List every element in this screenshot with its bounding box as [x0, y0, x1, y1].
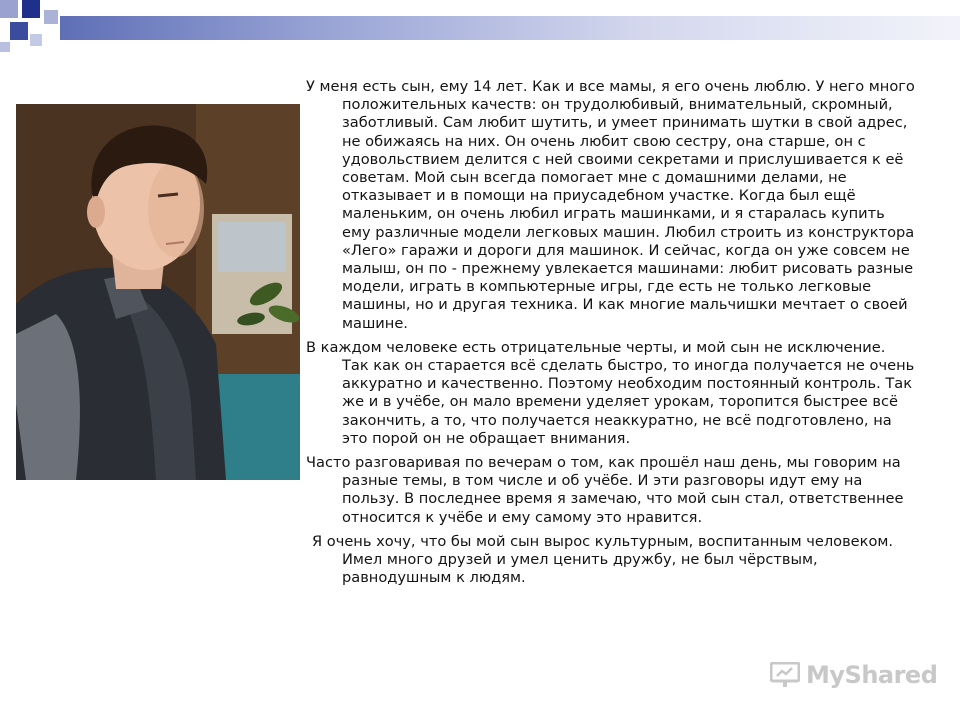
header-decor-square: [0, 42, 10, 52]
header-decor-square: [10, 22, 28, 40]
paragraph: В каждом человеке есть отрицательные черты, и мой сын не исключение. Так как он старается всё сделать быстро, то иногда получается не очень аккуратно и качественно. Поэтому необходим постоянный контроль. Так же и в учёбе, он мало времени уделяет урокам, торопится быстрее всё закончить, а то, что получается неаккуратно, не всё подготовлено, на это порой он не обращает внимания.: [306, 338, 915, 447]
portrait-photo: [16, 104, 300, 480]
paragraph: Часто разговаривая по вечерам о том, как прошёл наш день, мы говорим на разные темы, в том числе и об учёбе. И эти разговоры идут ему на пользу. В последнее время я замечаю, что мой сын стал, ответственнее относится к учёбе и ему самому это нравится.: [306, 454, 904, 526]
header-gradient-bar: [60, 16, 960, 40]
header-decor-square: [22, 0, 40, 18]
paragraph: У меня есть сын, ему 14 лет. Как и все мамы, я его очень люблю. У него много положительных качеств: он трудолюбивый, внимательный, скромный, заботливый. Сам любит шутить, и умеет принимать шутки в свой адрес, не обижаясь на них. Он очень любит свою сестру, она старше, он с удовольствием делится с ней своими секретами и прислушивается к её советам. Мой сын всегда помогает мне с домашними делами, не отказывает и в помощи на приусадебном участке. Когда был ещё маленьким, он очень любил играть машинками, и я старалась купить ему различные модели легковых машин. Любил строить из конструктора «Лего» гаражи и дороги для машинок. И сейчас, когда он уже совсем не малыш, он по - прежнему увлекается машинами: любит рисовать разные модели, играть в компьютерные игры, где есть не только легковые машины, но и другая техника. И как многие мальчишки мечтает о своей машине.: [306, 78, 915, 332]
header-decor-square: [0, 0, 18, 18]
myshared-watermark: [770, 658, 940, 692]
story-text: [306, 78, 916, 593]
paragraph: Я очень хочу, что бы мой сын вырос культурным, воспитанным человеком. Имел много друзей и умел ценить дружбу, не был чёрствым, равнодушным к людям.: [312, 532, 894, 587]
portrait-illustration: [16, 104, 300, 480]
presentation-board-icon: [770, 662, 800, 688]
header-decor-square: [30, 34, 42, 46]
header-decor-square: [44, 10, 58, 24]
watermark-text: MyShared: [806, 661, 938, 689]
